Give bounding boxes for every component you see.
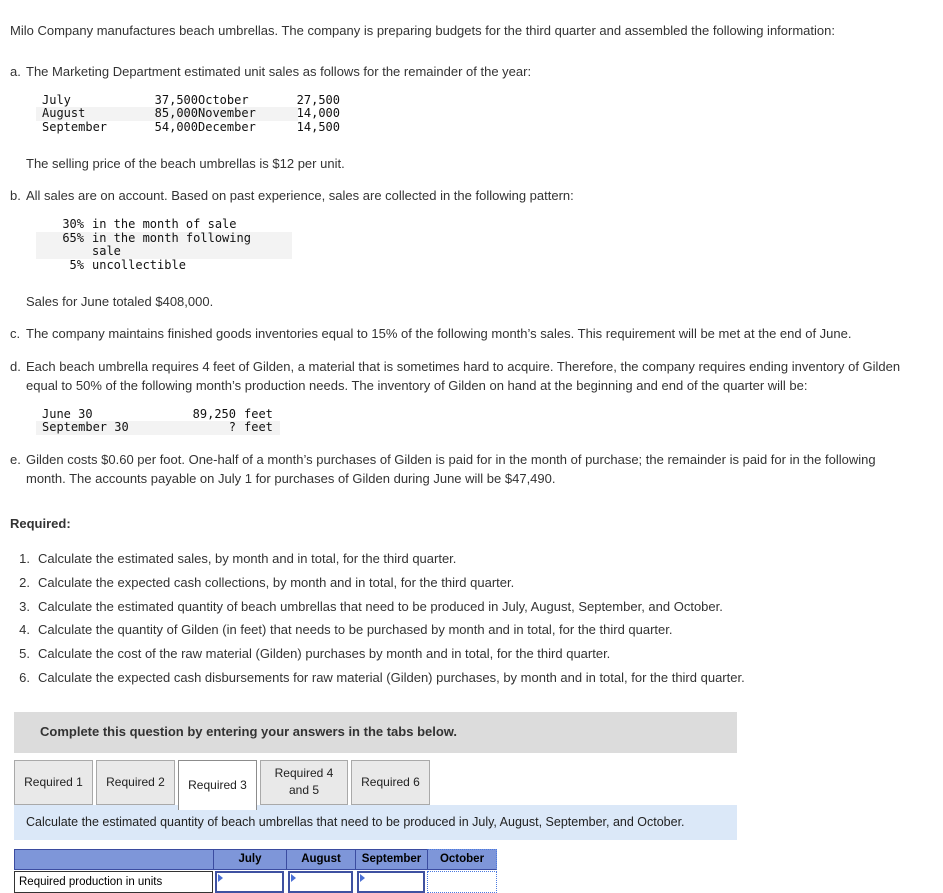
table-row — [36, 218, 292, 232]
production-input-august[interactable] — [288, 871, 353, 893]
table-row — [36, 106, 340, 121]
item-text: Calculate the estimated quantity of beach umbrellas that need to be produced in July, August, September, and October. — [38, 598, 723, 614]
percent-value: 30% — [62, 217, 84, 232]
item-text: Calculate the cost of the raw material (Gilden) purchases by month and in total, for the third quarter. — [38, 646, 611, 662]
item-number: 2. — [19, 574, 30, 590]
question-intro: Milo Company manufactures beach umbrellas. The company is preparing budgets for the third quarter and assembled the following information: — [10, 23, 835, 38]
required-item-4 — [10, 621, 933, 640]
required-heading: Required: — [10, 515, 71, 531]
percent-value: 5% — [69, 257, 84, 272]
header-september: September — [355, 849, 427, 870]
tab-required-6[interactable]: Required 6 — [351, 760, 430, 805]
item-e — [10, 451, 933, 489]
table-row — [36, 259, 292, 273]
tab-prompt: Calculate the estimated quantity of beach umbrellas that need to be produced in July, August, September, and October. — [14, 805, 737, 840]
item-a — [10, 63, 933, 174]
production-input-july[interactable] — [215, 871, 284, 893]
production-cell-october — [427, 871, 497, 893]
table-row — [36, 421, 280, 435]
table-row — [36, 119, 340, 135]
unit-sales-table — [36, 92, 340, 135]
item-number: 4. — [19, 622, 30, 638]
month-label: July — [42, 92, 71, 107]
month-label: October — [198, 92, 249, 107]
required-item-3 — [10, 598, 933, 617]
cell-marker-icon — [218, 874, 223, 882]
percent-value: 65% — [62, 230, 84, 245]
item-number: 3. — [19, 598, 30, 614]
header-august: August — [286, 849, 355, 870]
item-number: 6. — [19, 670, 30, 686]
june-sales-note: Sales for June totaled $408,000. — [26, 293, 214, 309]
table-row — [36, 408, 280, 422]
item-c-letter: c. — [10, 326, 21, 342]
row-label: Required production in units — [14, 871, 213, 893]
selling-price-note: The selling price of the beach umbrellas is $12 per unit. — [26, 155, 345, 171]
inventory-value: 89,250 — [192, 406, 236, 421]
table-row — [36, 92, 340, 108]
item-b — [10, 187, 933, 311]
item-e-letter: e. — [10, 452, 21, 468]
required-list — [10, 550, 933, 688]
item-d-letter: d. — [10, 359, 21, 375]
item-a-text: The Marketing Department estimated unit sales as follows for the remainder of the year: — [26, 63, 532, 79]
tab-required-1[interactable]: Required 1 — [14, 760, 93, 805]
required-item-1 — [10, 550, 933, 569]
header-october: October — [427, 849, 497, 870]
item-c-text: The company maintains finished goods inventories equal to 15% of the following month’s sales. This requirement will be met at the end of June. — [26, 326, 852, 342]
inventory-unit: feet — [244, 406, 273, 421]
table-row — [36, 232, 292, 259]
required-item-5 — [10, 645, 933, 664]
required-item-6 — [10, 669, 933, 688]
month-label: December — [198, 119, 256, 134]
item-text: Calculate the expected cash disbursements for raw material (Gilden) purchases, by month and in total, for the third quarter. — [38, 670, 745, 686]
units-value: 54,000 — [154, 119, 198, 134]
collection-pattern-table — [36, 218, 292, 272]
month-label: November — [198, 106, 256, 121]
production-input-september[interactable] — [357, 871, 425, 893]
answer-tabs — [14, 760, 933, 805]
month-label: August — [42, 106, 86, 121]
units-value: 27,500 — [296, 92, 340, 107]
gilden-inventory-table — [36, 408, 280, 435]
instruction-text: Complete this question by entering your answers in the tabs below. — [40, 723, 458, 739]
item-text: Calculate the expected cash collections, by month and in total, for the third quarter. — [38, 574, 515, 590]
item-text: Calculate the estimated sales, by month and in total, for the third quarter. — [38, 550, 457, 566]
production-table — [14, 849, 497, 893]
item-d — [10, 358, 933, 437]
tab-required-3[interactable]: Required 3 — [178, 760, 257, 810]
item-d-text: Each beach umbrella requires 4 feet of Gilden, a material that is sometimes hard to acquire. Therefore, the company requires ending inventory of Gilden equal to 50% of the following month’s production needs. The inventory of Gilden on hand at the beginning and end of the quarter will be: — [26, 359, 901, 394]
units-value: 14,000 — [296, 106, 340, 121]
item-text: Calculate the quantity of Gilden (in feet) that needs to be purchased by month and in total, for the third quarter. — [38, 622, 673, 638]
pattern-desc: uncollectible — [92, 257, 186, 272]
cell-marker-icon — [360, 874, 365, 882]
instruction-box — [14, 712, 737, 753]
inventory-date: September 30 — [42, 420, 129, 435]
header-empty-cell — [14, 849, 213, 870]
month-label: September — [42, 119, 108, 134]
units-value: 37,500 — [154, 92, 198, 107]
item-b-text: All sales are on account. Based on past experience, sales are collected in the following pattern: — [26, 188, 574, 204]
production-table-header — [14, 849, 497, 870]
inventory-unit: feet — [244, 420, 273, 435]
pattern-desc: in the month following sale — [92, 230, 251, 259]
pattern-desc: in the month of sale — [92, 217, 237, 232]
item-number: 1. — [19, 550, 30, 566]
cell-marker-icon — [291, 874, 296, 882]
item-number: 5. — [19, 646, 30, 662]
production-row — [14, 871, 497, 893]
units-value: 85,000 — [154, 106, 198, 121]
tab-required-2[interactable]: Required 2 — [96, 760, 175, 805]
item-e-text: Gilden costs $0.60 per foot. One-half of a month’s purchases of Gilden is paid for in the month of purchase; the remainder is paid for in the following month. The accounts payable on July 1 for purchases of Gilden during June will be $47,490. — [26, 452, 876, 487]
item-c — [10, 325, 933, 344]
item-b-letter: b. — [10, 188, 21, 204]
item-a-letter: a. — [10, 63, 21, 79]
units-value: 14,500 — [296, 119, 340, 134]
inventory-date: June 30 — [42, 406, 93, 421]
inventory-value: ? — [228, 420, 236, 435]
required-item-2 — [10, 574, 933, 593]
tab-required-4-and-5[interactable]: Required 4 and 5 — [260, 760, 348, 805]
header-july: July — [213, 849, 286, 870]
